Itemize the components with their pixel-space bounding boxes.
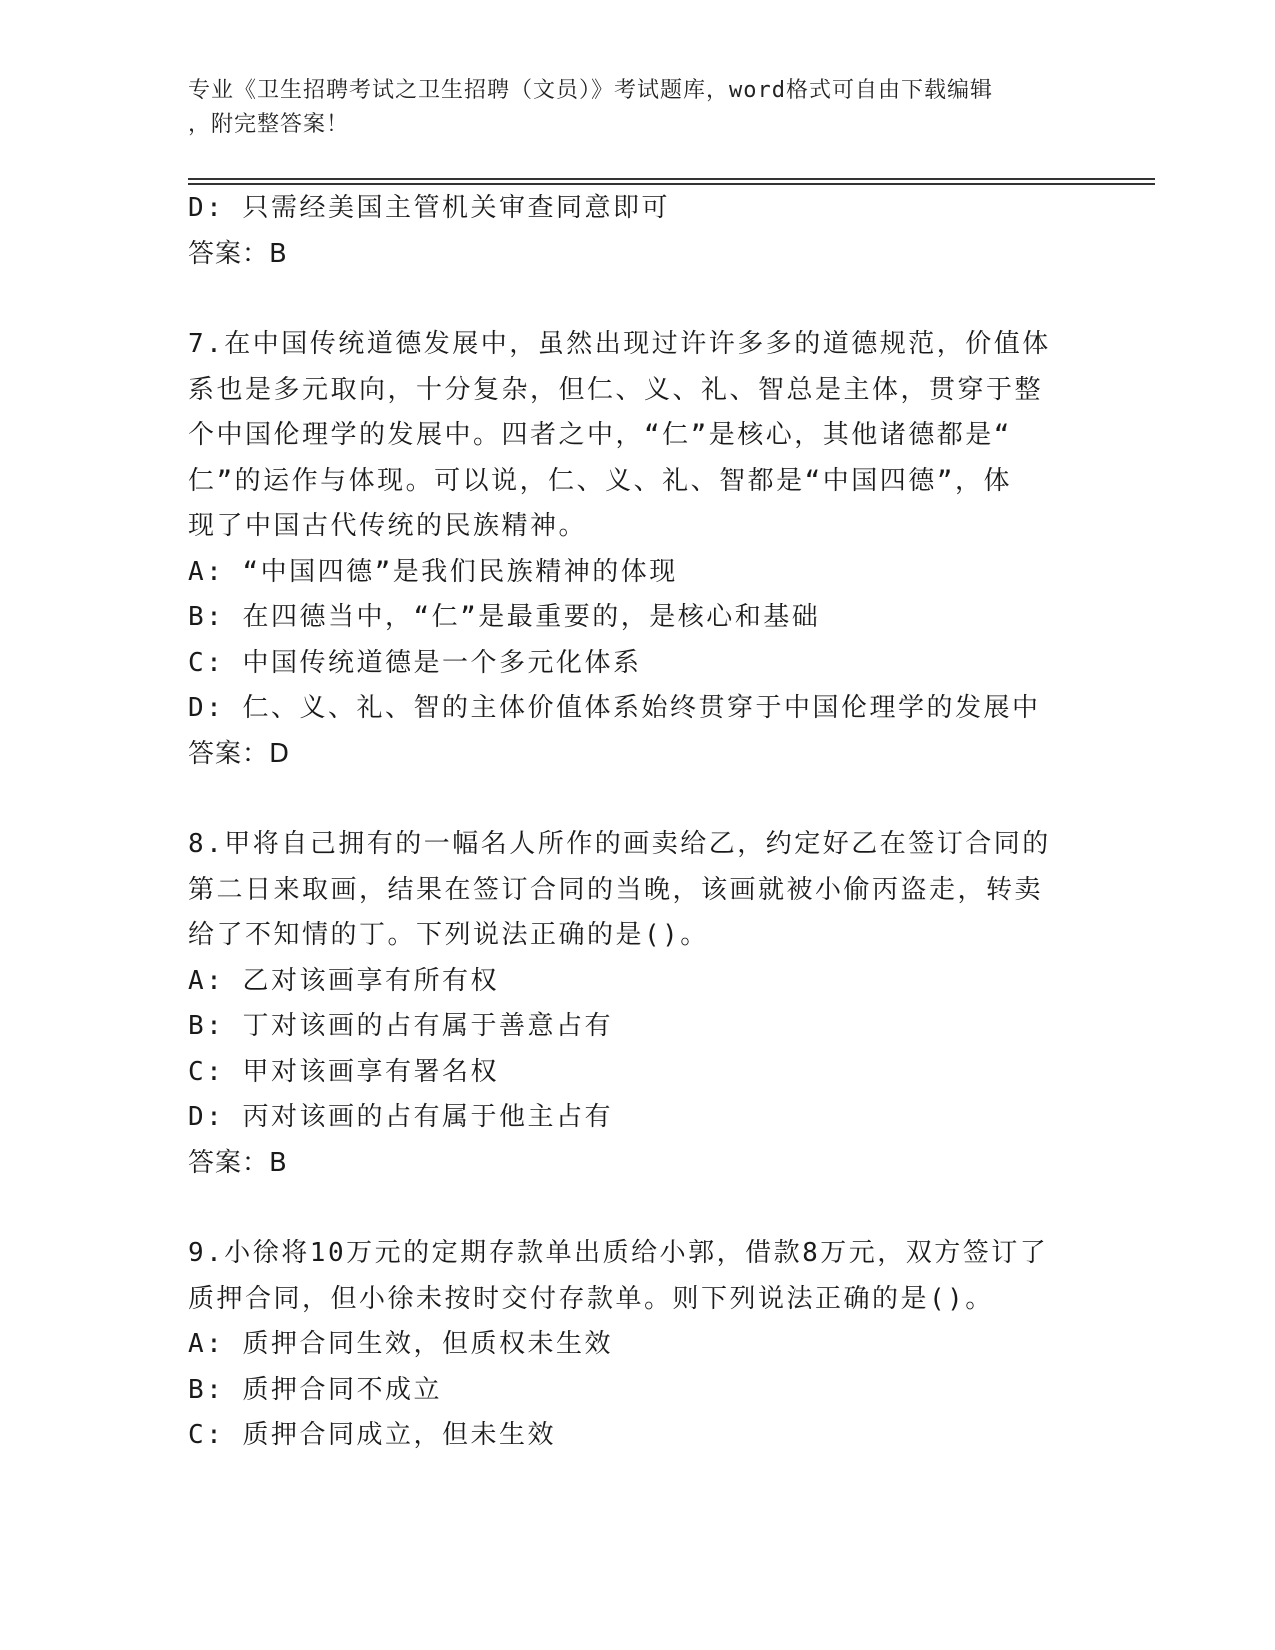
document-header [188, 74, 1068, 142]
question-stem-line: 7.在中国传统道德发展中，虽然出现过许许多多的道德规范，价值体 [188, 329, 1051, 359]
question-stem-line: 现了中国古代传统的民族精神。 [188, 511, 588, 541]
question-stem-line: 仁”的运作与体现。可以说，仁、义、礼、智都是“中国四德”，体 [188, 465, 1012, 496]
option-a: A: 乙对该画享有所有权 [188, 965, 499, 996]
question-stem-line: 个中国伦理学的发展中。四者之中，“仁”是核心，其他诸德都是“ [188, 420, 1012, 450]
answer-line: 答案：D [188, 738, 291, 769]
question-7 [188, 322, 1068, 777]
header-rule-top [188, 178, 1155, 180]
question-9 [188, 1231, 1068, 1459]
previous-question-tail [188, 186, 1068, 277]
option-d: D: 只需经美国主管机关审查同意即可 [188, 193, 670, 223]
document-body [188, 186, 1068, 1459]
question-8 [188, 822, 1068, 1186]
option-b: B: 丁对该画的占有属于善意占有 [188, 1011, 613, 1041]
option-a: A: 质押合同生效，但质权未生效 [188, 1329, 613, 1359]
question-stem-line: 给了不知情的丁。下列说法正确的是()。 [188, 920, 709, 950]
option-b: B: 质押合同不成立 [188, 1374, 442, 1405]
header-rule-bottom [188, 183, 1155, 185]
question-stem-line: 9.小徐将10万元的定期存款单出质给小郭，借款8万元，双方签订了 [188, 1238, 1049, 1268]
answer-line: 答案：B [188, 238, 288, 269]
option-a: A: “中国四德”是我们民族精神的体现 [188, 556, 678, 587]
question-stem-line: 第二日来取画，结果在签订合同的当晚，该画就被小偷丙盗走，转卖 [188, 874, 1044, 905]
question-stem-line: 质押合同，但小徐未按时交付存款单。则下列说法正确的是()。 [188, 1283, 994, 1314]
option-d: D: 仁、义、礼、智的主体价值体系始终贯穿于中国伦理学的发展中 [188, 693, 1041, 723]
option-b: B: 在四德当中，“仁”是最重要的，是核心和基础 [188, 602, 821, 632]
option-c: C: 甲对该画享有署名权 [188, 1056, 499, 1087]
option-c: C: 中国传统道德是一个多元化体系 [188, 647, 642, 678]
question-stem-line: 系也是多元取向，十分复杂，但仁、义、礼、智总是主体，贯穿于整 [188, 374, 1044, 405]
option-d: D: 丙对该画的占有属于他主占有 [188, 1102, 613, 1132]
answer-line: 答案：B [188, 1147, 288, 1178]
header-line-2: ，附完整答案！ [188, 112, 350, 137]
header-line-1: 专业《卫生招聘考试之卫生招聘（文员）》考试题库，word格式可自由下载编辑 [188, 78, 993, 103]
option-c: C: 质押合同成立，但未生效 [188, 1420, 556, 1450]
question-stem-line: 8.甲将自己拥有的一幅名人所作的画卖给乙，约定好乙在签订合同的 [188, 829, 1051, 859]
